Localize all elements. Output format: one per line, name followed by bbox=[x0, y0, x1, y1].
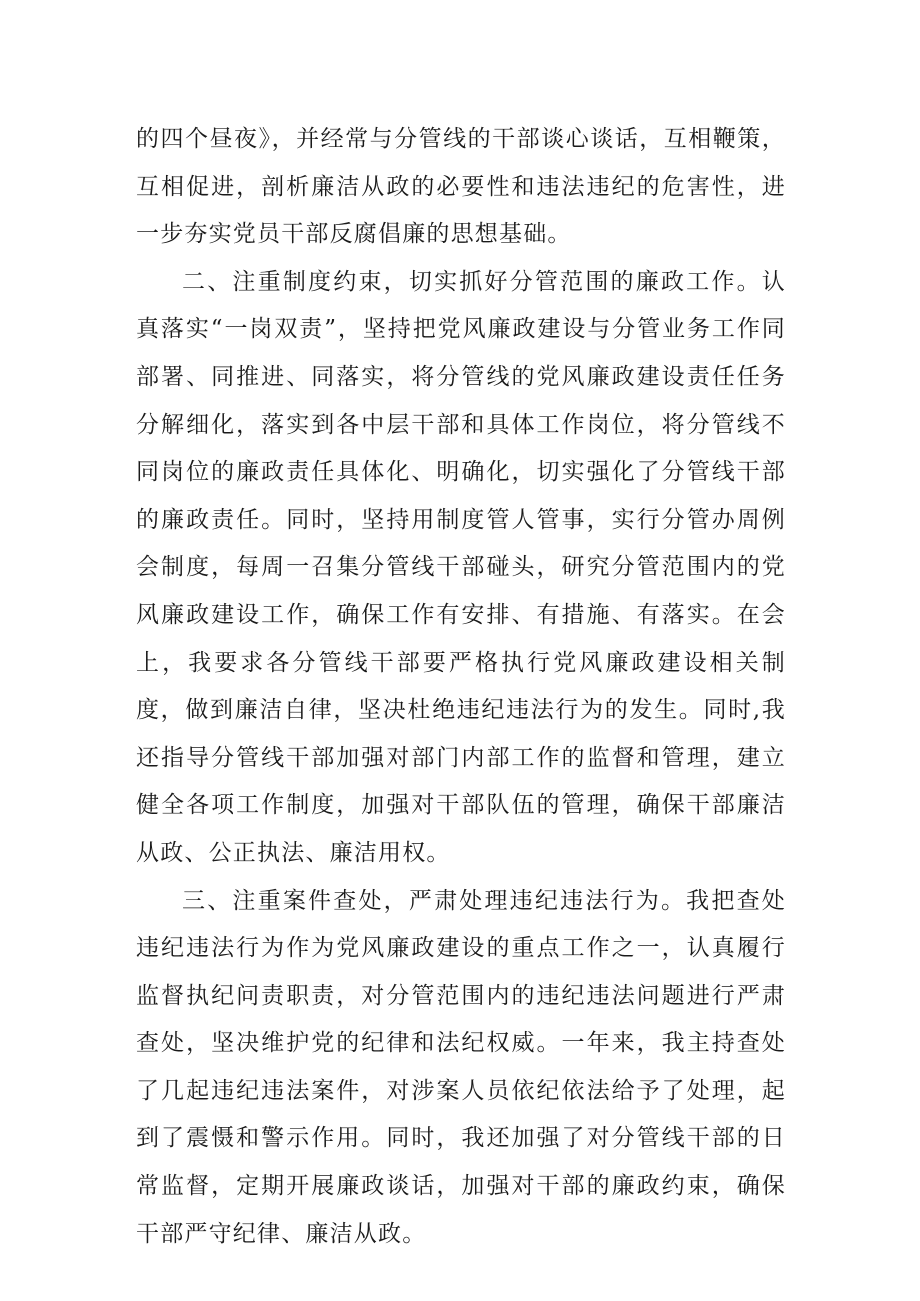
paragraph-continuation: 的四个昼夜》，并经常与分管线的干部谈心谈话，互相鞭策，互相促进，剖析廉洁从政的必要性和违法违纪的危害性，进一步夯实党员干部反腐倡廉的思想基础。 bbox=[136, 126, 786, 248]
paragraph-section-2: 二、注重制度约束，切实抓好分管范围的廉政工作。认真落实“一岗双责”，坚持把党风廉政建设与分管业务工作同部署、同推进、同落实，将分管线的党风廉政建设责任任务分解细化，落实到各中层干部和具体工作岗位，将分管线不同岗位的廉政责任具体化、明确化，切实强化了分管线干部的廉政责任。同时，坚持用制度管人管事，实行分管办周例会制度，每周一召集分管线干部碰头，研究分管范围内的党风廉政建设工作，确保工作有安排、有措施、有落实。在会上，我要求各分管线干部要严格执行党风廉政建设相关制度，做到廉洁自律，坚决杜绝违纪违法行为的发生。同时,我还指导分管线干部加强对部门内部工作的监督和管理，建立健全各项工作制度，加强对干部队伍的管理，确保干部廉洁从政、公正执法、廉洁用权。 bbox=[136, 268, 786, 866]
document-body bbox=[136, 116, 786, 1258]
paragraph-section-3: 三、注重案件查处，严肃处理违纪违法行为。我把查处违纪违法行为作为党风廉政建设的重点工作之一，认真履行监督执纪问责职责，对分管范围内的违纪违法问题进行严肃查处，坚决维护党的纪律和法纪权威。一年来，我主持查处了几起违纪违法案件，对涉案人员依纪依法给予了处理，起到了震慑和警示作用。同时，我还加强了对分管线干部的日常监督，定期开展廉政谈话，加强对干部的廉政约束，确保干部严守纪律、廉洁从政。 bbox=[136, 887, 786, 1247]
